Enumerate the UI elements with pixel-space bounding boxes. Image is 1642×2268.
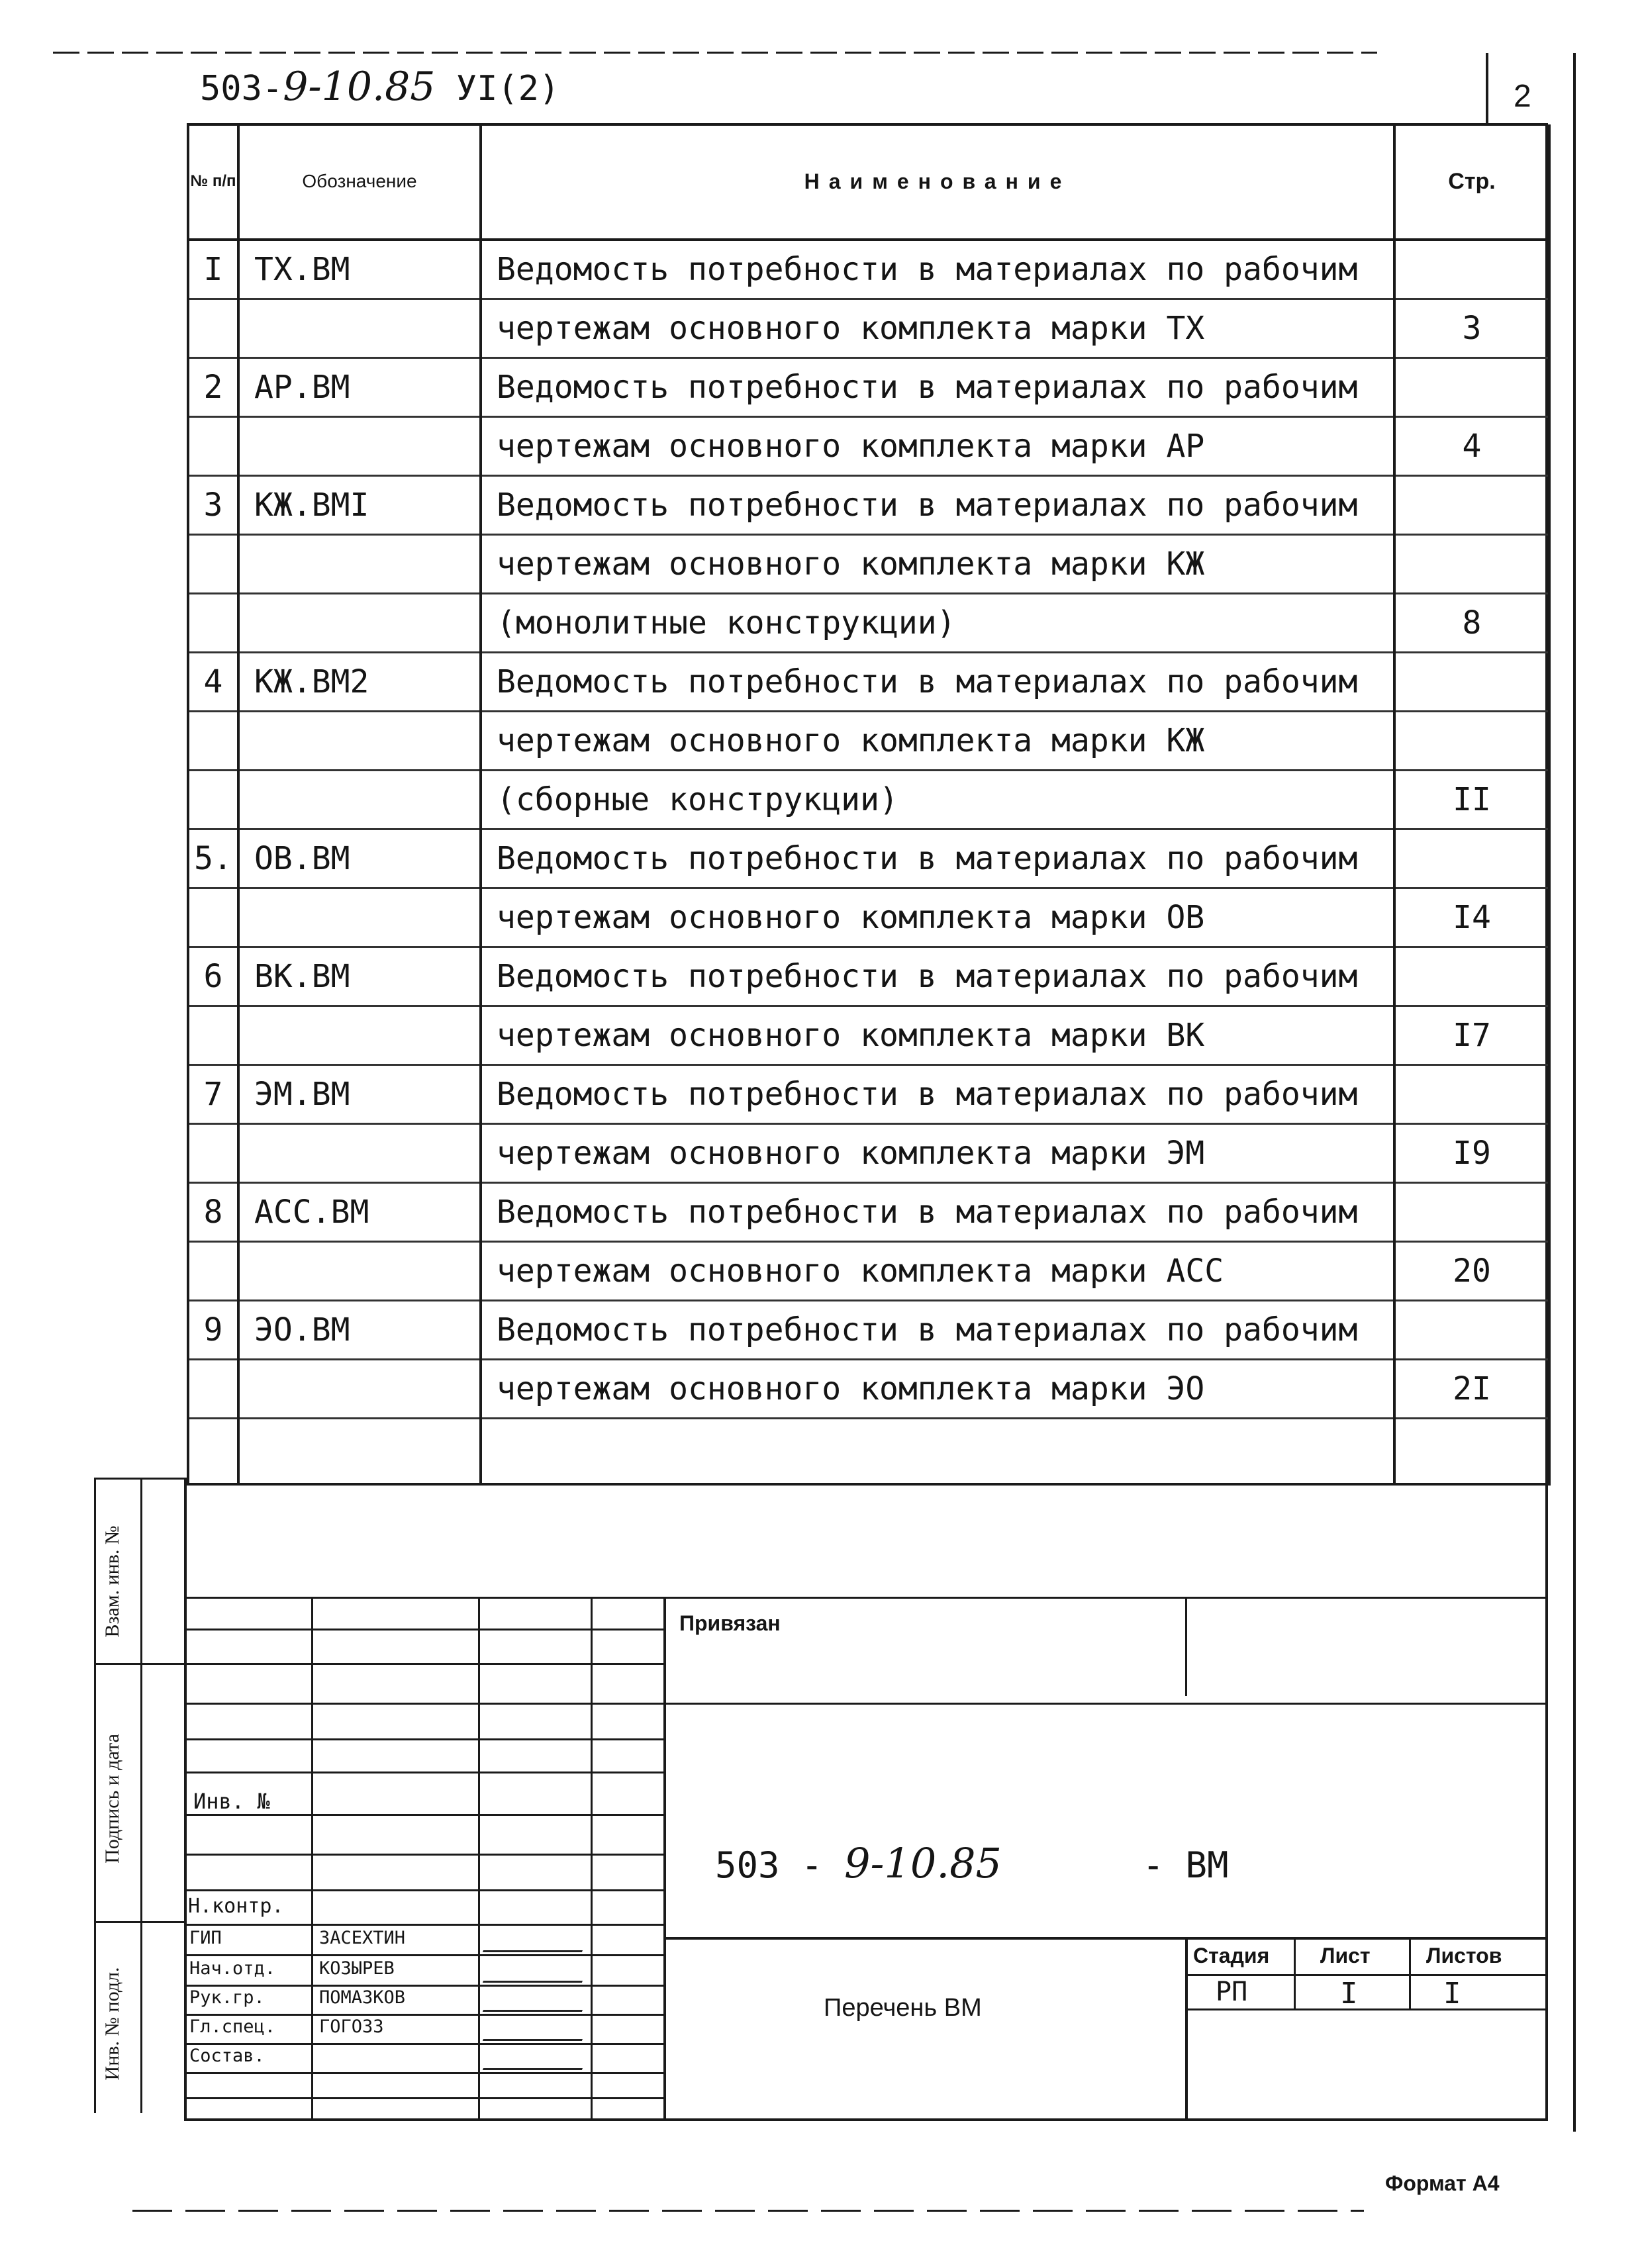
header-page: Стр. [1394, 124, 1549, 240]
doc-code-prefix: 503- [200, 69, 283, 109]
stamp-stage-value-bottom [1185, 2008, 1548, 2010]
side-label-replaces: Взам. инв. № [101, 1525, 123, 1638]
row-code: ТХ.ВМ [238, 240, 481, 299]
stamp-role: Гл.спец. [189, 2016, 276, 2037]
row-page: I4 [1394, 888, 1549, 947]
stamp-row-line [187, 1924, 665, 1926]
row-name: чертежам основного комплекта марки ВК [481, 1006, 1394, 1065]
table-row [188, 594, 1549, 653]
stamp-role: ГИП [189, 1928, 222, 1948]
row-number [188, 594, 238, 653]
row-page [1394, 240, 1549, 299]
contents-table [187, 124, 1551, 1486]
stamp-row-line [187, 2097, 665, 2099]
row-number [188, 535, 238, 594]
row-number: 7 [188, 1065, 238, 1124]
row-name: чертежам основного комплекта марки АР [481, 417, 1394, 476]
sheets-header: Листов [1426, 1944, 1502, 1967]
stamp-privyazan-bottom [666, 1703, 1548, 1705]
row-code [238, 1124, 481, 1183]
doc-code-suffix: УI(2) [456, 69, 560, 109]
row-number [188, 888, 238, 947]
row-number [188, 712, 238, 771]
bottom-dashed-border [132, 2210, 1364, 2212]
row-code [238, 594, 481, 653]
row-number: 5. [188, 829, 238, 888]
row-page [1394, 1419, 1549, 1485]
row-name: чертежам основного комплекта марки ЭМ [481, 1124, 1394, 1183]
row-number [188, 299, 238, 358]
stamp-stage-div-2 [1409, 1937, 1411, 2008]
row-page: 3 [1394, 299, 1549, 358]
stamp-row-line [187, 1703, 665, 1705]
row-code [238, 712, 481, 771]
stamp-row-line [187, 2072, 665, 2074]
signature-scribble [483, 1986, 591, 2012]
table-row [188, 1183, 1549, 1242]
row-page: II [1394, 771, 1549, 829]
row-name: (монолитные конструкции) [481, 594, 1394, 653]
stamp-designation-bottom [666, 1937, 1548, 1940]
table-row [188, 888, 1549, 947]
table-row [188, 358, 1549, 417]
table-header-row [188, 124, 1549, 240]
row-page [1394, 1183, 1549, 1242]
signature-scribble [483, 2015, 591, 2041]
stamp-title-div [1185, 1937, 1188, 2120]
row-code: КЖ.ВМI [238, 476, 481, 535]
privyazan-label: Привязан [679, 1611, 781, 1635]
sheet-header: Лист [1320, 1944, 1371, 1967]
stamp-top-line [184, 1597, 1548, 1599]
row-number: 3 [188, 476, 238, 535]
stamp-row-line [187, 1663, 665, 1665]
row-code [238, 1006, 481, 1065]
stamp-left-line [184, 1478, 187, 2121]
stamp-row-line [187, 1954, 665, 1956]
top-dashed-border [53, 52, 1377, 54]
stamp-row-line [187, 2043, 665, 2045]
row-code [238, 1242, 481, 1301]
stamp-name: ЗАСЕХТИН [319, 1928, 406, 1948]
row-page [1394, 476, 1549, 535]
stamp-designation [715, 1839, 1229, 1887]
row-number: I [188, 240, 238, 299]
row-name: Ведомость потребности в материалах по рабочим [481, 358, 1394, 417]
row-page [1394, 712, 1549, 771]
signature-scribble [483, 1926, 591, 1952]
row-page: I7 [1394, 1006, 1549, 1065]
row-page: I9 [1394, 1124, 1549, 1183]
doc-code-handwritten: 9-10.85 [283, 64, 436, 110]
stamp-row-line [187, 1854, 665, 1856]
header-num: № п/п [188, 124, 238, 240]
row-code: ВК.ВМ [238, 947, 481, 1006]
sheet-number-box-left [1486, 53, 1488, 124]
stamp-role: Рук.гр. [189, 1987, 265, 2008]
inv-no-label: Инв. № [193, 1789, 270, 1814]
row-name: чертежам основного комплекта марки ЭО [481, 1360, 1394, 1419]
row-number: 6 [188, 947, 238, 1006]
designation-handwritten: 9-10.85 [844, 1839, 1002, 1887]
stamp-col-div-1 [311, 1597, 313, 2120]
row-code [238, 771, 481, 829]
table-row [188, 1301, 1549, 1360]
table-row [188, 240, 1549, 299]
stamp-name: ГОГОЗЗ [319, 2016, 384, 2037]
row-name: чертежам основного комплекта марки АСС [481, 1242, 1394, 1301]
table-row [188, 535, 1549, 594]
row-name: чертежам основного комплекта марки ОВ [481, 888, 1394, 947]
table-row [188, 1242, 1549, 1301]
row-code [238, 1360, 481, 1419]
sheet-number-box-right [1573, 53, 1576, 2132]
row-page [1394, 653, 1549, 712]
stamp-row-line [187, 2014, 665, 2016]
signature-scribble [483, 2044, 591, 2070]
row-number [188, 417, 238, 476]
row-number: 4 [188, 653, 238, 712]
stamp-row-line [187, 1889, 665, 1891]
row-page [1394, 829, 1549, 888]
row-name: чертежам основного комплекта марки ТХ [481, 299, 1394, 358]
signature-scribble [483, 1957, 591, 1983]
table-row [188, 947, 1549, 1006]
stamp-row-line [187, 1772, 665, 1773]
row-number: 9 [188, 1301, 238, 1360]
row-name: чертежам основного комплекта марки КЖ [481, 712, 1394, 771]
row-page: 8 [1394, 594, 1549, 653]
row-page [1394, 535, 1549, 594]
row-page [1394, 358, 1549, 417]
row-name: Ведомость потребности в материалах по рабочим [481, 1065, 1394, 1124]
row-code [238, 535, 481, 594]
stamp-col-div-main [663, 1597, 666, 2120]
row-number [188, 1006, 238, 1065]
stamp-row-line [187, 1985, 665, 1987]
table-row [188, 829, 1549, 888]
row-number [188, 1242, 238, 1301]
table-row [188, 1065, 1549, 1124]
side-strip-mid [140, 1478, 142, 2113]
stamp-name: КОЗЫРЕВ [319, 1958, 395, 1979]
stamp-name: ПОМАЗКОВ [319, 1987, 406, 2008]
stamp-bottom-line [184, 2118, 1548, 2121]
row-page: 2I [1394, 1360, 1549, 1419]
row-name: Ведомость потребности в материалах по рабочим [481, 1183, 1394, 1242]
table-row [188, 1006, 1549, 1065]
sheets-value: I [1443, 1977, 1461, 2010]
side-label-signature: Подпись и дата [101, 1734, 123, 1864]
table-row [188, 653, 1549, 712]
row-code: КЖ.ВМ2 [238, 653, 481, 712]
stage-header: Стадия [1193, 1944, 1270, 1967]
row-number: 2 [188, 358, 238, 417]
stamp-row-line [187, 1738, 665, 1740]
side-label-inventory: Инв. № подл. [101, 1967, 123, 2081]
row-page: 4 [1394, 417, 1549, 476]
stamp-stage-header-bottom [1185, 1974, 1548, 1976]
row-name: Ведомость потребности в материалах по рабочим [481, 240, 1394, 299]
table-row [188, 1360, 1549, 1419]
table-row [188, 299, 1549, 358]
row-name: Ведомость потребности в материалах по рабочим [481, 653, 1394, 712]
row-number [188, 1124, 238, 1183]
row-page [1394, 947, 1549, 1006]
stamp-row-line [187, 1629, 665, 1630]
header-code: Обозначение [238, 124, 481, 240]
stamp-stage-div-1 [1294, 1937, 1296, 2008]
stamp-privyazan-div [1185, 1597, 1187, 1696]
stamp-col-div-3 [591, 1597, 593, 2120]
table-row [188, 1124, 1549, 1183]
stamp-role: Состав. [189, 2046, 265, 2066]
row-code: АР.ВМ [238, 358, 481, 417]
document-code [200, 64, 559, 110]
row-page: 20 [1394, 1242, 1549, 1301]
row-code [238, 1419, 481, 1485]
row-code: ОВ.ВМ [238, 829, 481, 888]
side-strip-left [94, 1478, 96, 2113]
stage-value: РП [1216, 1977, 1248, 2007]
row-name: Ведомость потребности в материалах по рабочим [481, 947, 1394, 1006]
row-code [238, 299, 481, 358]
row-number: 8 [188, 1183, 238, 1242]
n-kontr-label: Н.контр. [188, 1895, 284, 1918]
row-code [238, 888, 481, 947]
stamp-title: Перечень ВМ [824, 1994, 982, 2022]
header-name: Наименование [481, 124, 1394, 240]
table-row [188, 771, 1549, 829]
row-number [188, 1419, 238, 1485]
row-code: ЭО.ВМ [238, 1301, 481, 1360]
row-name: чертежам основного комплекта марки КЖ [481, 535, 1394, 594]
sheet-value: I [1340, 1977, 1358, 2010]
stamp-role: Нач.отд. [189, 1958, 276, 1979]
row-code: АСС.ВМ [238, 1183, 481, 1242]
row-number [188, 771, 238, 829]
row-page [1394, 1065, 1549, 1124]
row-code [238, 417, 481, 476]
row-name [481, 1419, 1394, 1485]
row-name: (сборные конструкции) [481, 771, 1394, 829]
stamp-col-div-2 [478, 1597, 480, 2120]
designation-suffix: - ВМ [1142, 1844, 1229, 1886]
row-name: Ведомость потребности в материалах по рабочим [481, 1301, 1394, 1360]
table-row [188, 417, 1549, 476]
side-strip-sep2 [94, 1921, 187, 1923]
row-name: Ведомость потребности в материалах по рабочим [481, 476, 1394, 535]
row-number [188, 1360, 238, 1419]
table-row [188, 476, 1549, 535]
sheet-number: 2 [1514, 79, 1531, 114]
designation-prefix: 503 - [715, 1844, 845, 1886]
row-page [1394, 1301, 1549, 1360]
side-strip-top [94, 1478, 187, 1480]
stamp-row-line [187, 1814, 665, 1816]
format-label: Формат А4 [1385, 2171, 1500, 2195]
table-row [188, 1419, 1549, 1485]
row-code: ЭМ.ВМ [238, 1065, 481, 1124]
row-name: Ведомость потребности в материалах по рабочим [481, 829, 1394, 888]
table-row [188, 712, 1549, 771]
